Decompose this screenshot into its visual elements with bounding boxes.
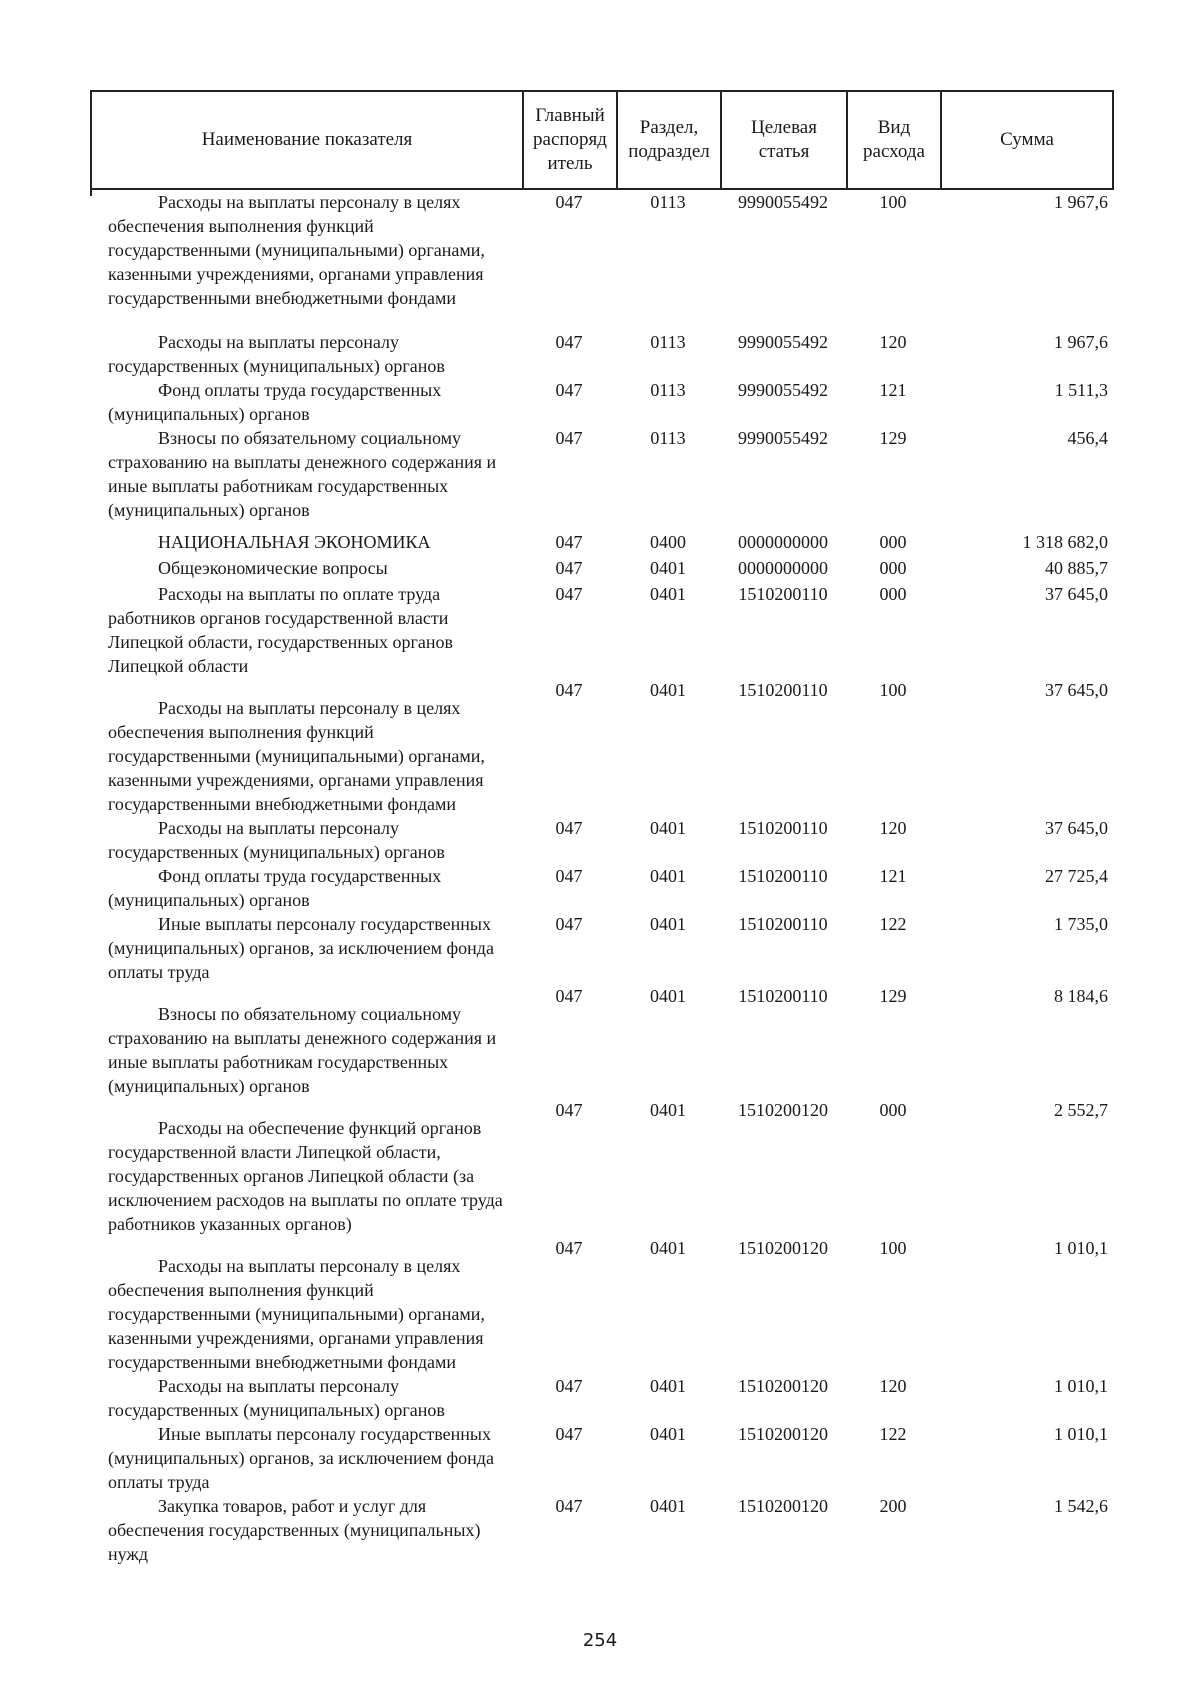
row-name [90, 678, 522, 816]
table-row [90, 864, 1112, 912]
row-section: 0401 [650, 1238, 686, 1258]
row-sum: 1 511,3 [1054, 380, 1108, 400]
row-kind: 121 [879, 866, 907, 886]
row-admin: 047 [555, 680, 583, 700]
row-name-text: Фонд оплаты труда государственных (муниципальных) органов [108, 866, 442, 910]
row-name-text: Фонд оплаты труда государственных (муниципальных) органов [108, 380, 442, 424]
header-sum: Сумма [941, 91, 1113, 189]
row-sum: 1 010,1 [1054, 1238, 1108, 1258]
table-row [90, 912, 1112, 984]
row-kind: 000 [879, 1100, 907, 1120]
row-name-text: Расходы на выплаты персоналу государственных (муниципальных) органов [108, 332, 445, 376]
row-name [90, 378, 522, 426]
row-admin: 047 [555, 986, 583, 1006]
row-section: 0401 [650, 986, 686, 1006]
table-row [90, 984, 1112, 1098]
row-section: 0401 [650, 1424, 686, 1444]
row-section: 0401 [650, 1376, 686, 1396]
row-sum: 1 542,6 [1054, 1496, 1108, 1516]
row-name [90, 530, 522, 556]
row-name-text: Взносы по обязательному социальному страхованию на выплаты денежного содержания и иные выплаты работникам государственных (муниципальных) органов [108, 1004, 497, 1096]
row-section: 0401 [650, 818, 686, 838]
row-sum: 1 010,1 [1054, 1424, 1108, 1444]
row-section: 0401 [650, 914, 686, 934]
row-target: 1510200110 [738, 914, 828, 934]
row-kind: 122 [879, 1424, 907, 1444]
header-admin: Главный распоряд итель [523, 91, 617, 189]
row-name-text: Иные выплаты персоналу государственных (муниципальных) органов, за исключением фонда оплаты труда [108, 914, 494, 982]
row-sum: 1 967,6 [1054, 332, 1108, 352]
table-row [90, 582, 1112, 678]
row-name-text: Расходы на выплаты персоналу государственных (муниципальных) органов [108, 818, 445, 862]
row-sum: 8 184,6 [1054, 986, 1108, 1006]
row-admin: 047 [555, 1376, 583, 1396]
row-name [90, 1494, 522, 1566]
row-section: 0401 [650, 1496, 686, 1516]
row-name-text: Расходы на выплаты персоналу в целях обеспечения выполнения функций государственными (муниципальными) органами, казенными учреждениями, органами управления государственными внебюджетными фондами [108, 192, 485, 308]
header-kind: Вид расхода [847, 91, 941, 189]
table-row [90, 556, 1112, 582]
row-name [90, 556, 522, 582]
row-target: 1510200120 [738, 1376, 828, 1396]
page-number: 254 [582, 1630, 618, 1651]
row-admin: 047 [555, 558, 583, 578]
row-admin: 047 [555, 192, 583, 212]
table-row [90, 190, 1112, 330]
row-target: 1510200110 [738, 818, 828, 838]
row-target: 0000000000 [738, 558, 828, 578]
table-row [90, 1098, 1112, 1236]
row-name [90, 912, 522, 984]
row-target: 1510200110 [738, 584, 828, 604]
row-admin: 047 [555, 332, 583, 352]
row-kind: 122 [879, 914, 907, 934]
row-admin: 047 [555, 1238, 583, 1258]
row-name-text: Расходы на выплаты персоналу в целях обеспечения выполнения функций государственными (муниципальными) органами, казенными учреждениями, органами управления государственными внебюджетными фондами [108, 698, 485, 814]
row-kind: 000 [879, 584, 907, 604]
row-admin: 047 [555, 1100, 583, 1120]
row-name [90, 582, 522, 678]
row-section: 0113 [650, 380, 686, 400]
row-section: 0401 [650, 584, 686, 604]
row-section: 0113 [650, 192, 686, 212]
row-sum: 37 645,0 [1045, 584, 1108, 604]
table-row [90, 1374, 1112, 1422]
row-section: 0113 [650, 332, 686, 352]
row-admin: 047 [555, 1424, 583, 1444]
row-kind: 100 [879, 1238, 907, 1258]
row-sum: 37 645,0 [1045, 818, 1108, 838]
header-section: Раздел, подраздел [617, 91, 721, 189]
row-admin: 047 [555, 914, 583, 934]
row-sum: 1 735,0 [1054, 914, 1108, 934]
row-kind: 129 [879, 986, 907, 1006]
row-kind: 200 [879, 1496, 907, 1516]
row-section: 0401 [650, 680, 686, 700]
row-kind: 121 [879, 380, 907, 400]
row-section: 0113 [650, 428, 686, 448]
row-admin: 047 [555, 584, 583, 604]
row-name [90, 1374, 522, 1422]
row-name-text: Взносы по обязательному социальному страхованию на выплаты денежного содержания и иные выплаты работникам государственных (муниципальных) органов [108, 428, 497, 520]
row-name-text: Расходы на выплаты по оплате труда работников органов государственной власти Липецкой области, государственных органов Липецкой области [108, 584, 453, 676]
table-row [90, 330, 1112, 378]
row-sum: 37 645,0 [1045, 680, 1108, 700]
row-admin: 047 [555, 866, 583, 886]
row-sum: 1 010,1 [1054, 1376, 1108, 1396]
row-admin: 047 [555, 532, 583, 552]
table-row [90, 816, 1112, 864]
header-name: Наименование показателя [91, 91, 523, 189]
row-name-text: Расходы на обеспечение функций органов государственной власти Липецкой области, государственных органов Липецкой области (за исключением расходов на выплаты по оплате труда работников указанных органов) [108, 1118, 503, 1234]
row-section: 0401 [650, 558, 686, 578]
row-kind: 000 [879, 532, 907, 552]
row-sum: 456,4 [1067, 428, 1108, 448]
table-row [90, 678, 1112, 816]
row-admin: 047 [555, 428, 583, 448]
table-row [90, 1236, 1112, 1374]
row-name-text: Расходы на выплаты персоналу государственных (муниципальных) органов [108, 1376, 445, 1420]
row-target: 9990055492 [738, 192, 828, 212]
row-sum: 2 552,7 [1054, 1100, 1108, 1120]
row-name-text: Общеэкономические вопросы [158, 558, 388, 578]
row-name [90, 426, 522, 530]
row-section: 0400 [650, 532, 686, 552]
table-row [90, 378, 1112, 426]
row-sum: 1 318 682,0 [1022, 532, 1108, 552]
row-kind: 000 [879, 558, 907, 578]
row-target: 9990055492 [738, 380, 828, 400]
row-name-text: НАЦИОНАЛЬНАЯ ЭКОНОМИКА [158, 532, 431, 552]
row-name-text: Расходы на выплаты персоналу в целях обеспечения выполнения функций государственными (муниципальными) органами, казенными учреждениями, органами управления государственными внебюджетными фондами [108, 1256, 485, 1372]
row-section: 0401 [650, 866, 686, 886]
row-kind: 100 [879, 680, 907, 700]
row-sum: 40 885,7 [1045, 558, 1108, 578]
row-kind: 120 [879, 818, 907, 838]
row-name [90, 1236, 522, 1374]
row-target: 1510200120 [738, 1100, 828, 1120]
row-target: 0000000000 [738, 532, 828, 552]
table-row [90, 1422, 1112, 1494]
row-target: 1510200110 [738, 680, 828, 700]
row-name [90, 330, 522, 378]
row-kind: 120 [879, 332, 907, 352]
table-header [90, 90, 1114, 190]
row-sum: 27 725,4 [1045, 866, 1108, 886]
row-target: 1510200120 [738, 1496, 828, 1516]
row-sum: 1 967,6 [1054, 192, 1108, 212]
row-name [90, 1098, 522, 1236]
row-name-text: Закупка товаров, работ и услуг для обеспечения государственных (муниципальных) нужд [108, 1496, 481, 1564]
row-name [90, 190, 522, 330]
row-target: 9990055492 [738, 428, 828, 448]
table-body [90, 190, 1112, 1566]
row-kind: 100 [879, 192, 907, 212]
row-name [90, 1422, 522, 1494]
row-name [90, 816, 522, 864]
table-row [90, 426, 1112, 530]
data-table [90, 190, 1112, 1566]
row-admin: 047 [555, 818, 583, 838]
row-kind: 129 [879, 428, 907, 448]
table-row [90, 530, 1112, 556]
row-admin: 047 [555, 380, 583, 400]
row-kind: 120 [879, 1376, 907, 1396]
row-target: 1510200120 [738, 1424, 828, 1444]
header-target: Целевая статья [721, 91, 847, 189]
row-name-text: Иные выплаты персоналу государственных (муниципальных) органов, за исключением фонда оплаты труда [108, 1424, 494, 1492]
table-row [90, 1494, 1112, 1566]
row-target: 1510200110 [738, 866, 828, 886]
row-admin: 047 [555, 1496, 583, 1516]
row-name [90, 864, 522, 912]
row-target: 1510200120 [738, 1238, 828, 1258]
row-section: 0401 [650, 1100, 686, 1120]
row-name [90, 984, 522, 1098]
row-target: 1510200110 [738, 986, 828, 1006]
row-target: 9990055492 [738, 332, 828, 352]
